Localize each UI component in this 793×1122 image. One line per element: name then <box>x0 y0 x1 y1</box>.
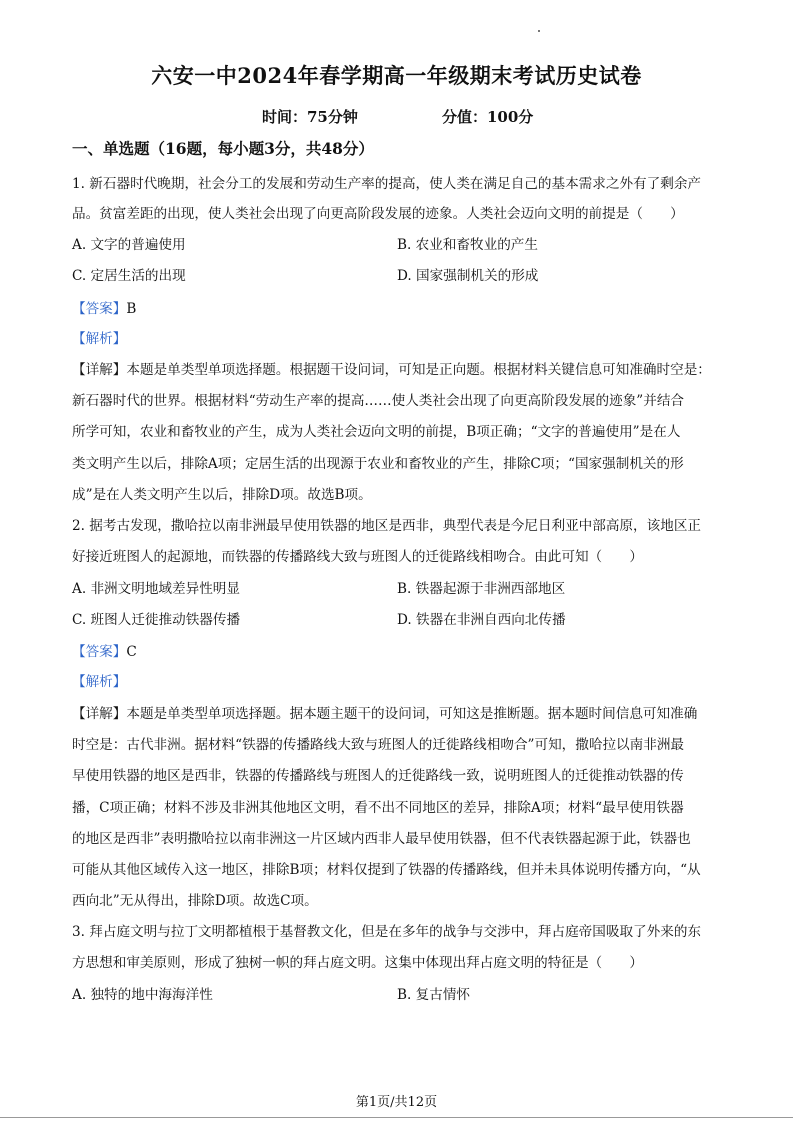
q2-detail-line-2: 时空是：古代非洲。据材料“铁器的传播路线大致与班图人的迁徙路线相吻合”可知，撒哈拉以南非洲最 <box>72 737 685 753</box>
q2-option-a: A. 非洲文明地域差异性明显 <box>72 581 240 597</box>
scan-speck <box>538 30 540 32</box>
answer-value: C <box>126 644 137 660</box>
q2-answer <box>72 640 137 660</box>
bottom-rule <box>0 1117 793 1118</box>
q1-analysis-tag: 【解析】 <box>72 331 127 347</box>
exam-time: 时间：75分钟 <box>262 108 358 126</box>
answer-value: B <box>126 301 137 317</box>
detail-text: 本题是单类型单项选择题。据本题主题干的设问词，可知这是推断题。据本题时间信息可知准确 <box>126 706 698 722</box>
q1-option-c: C. 定居生活的出现 <box>72 268 186 284</box>
q1-detail-line-3: 所学可知，农业和畜牧业的产生，成为人类社会迈向文明的前提，B项正确；“文字的普遍使用”是在人 <box>72 424 681 440</box>
q1-option-a: A. 文字的普遍使用 <box>72 237 186 253</box>
answer-tag: 【答案】 <box>72 644 127 660</box>
q2-option-d: D. 铁器在非洲自西向北传播 <box>397 612 566 628</box>
q2-detail-line-6: 可能从其他区域传入这一地区，排除B项；材料仅提到了铁器的传播路线，但并未具体说明传播方向，“从 <box>72 862 701 878</box>
exam-score: 分值：100分 <box>442 108 534 126</box>
page-footer: 第1页/共12页 <box>355 1095 438 1110</box>
q2-detail-line-7: 西向北”无从得出，排除D项。故选C项。 <box>72 893 318 909</box>
q2-analysis-tag: 【解析】 <box>72 674 127 690</box>
q1-option-d: D. 国家强制机关的形成 <box>397 268 539 284</box>
q2-option-b: B. 铁器起源于非洲西部地区 <box>397 581 566 597</box>
q1-detail-line-4: 类文明产生以后，排除A项；定居生活的出现源于农业和畜牧业的产生，排除C项；“国家强制机关的形 <box>72 456 684 472</box>
q2-detail-line-1 <box>72 702 697 722</box>
q1-detail-line-1 <box>72 358 711 378</box>
q2-detail-line-4: 播，C项正确；材料不涉及非洲其他地区文明，看不出不同地区的差异，排除A项；材料“最早使用铁器 <box>72 800 684 816</box>
q2-detail-line-3: 早使用铁器的地区是西非，铁器的传播路线与班图人的迁徙路线一致，说明班图人的迁徙推动铁器的传 <box>72 768 684 784</box>
q1-answer <box>72 297 136 317</box>
q2-stem-line-2: 好接近班图人的起源地，而铁器的传播路线大致与班图人的迁徙路线相吻合。由此可知（ ） <box>72 549 643 565</box>
q2-detail-line-5: 的地区是西非”表明撒哈拉以南非洲这一片区域内西非人最早使用铁器，但不代表铁器起源于此，铁器也 <box>72 831 691 847</box>
detail-tag: 【详解】 <box>72 706 127 722</box>
detail-tag: 【详解】 <box>72 362 127 378</box>
q1-detail-line-5: 成”是在人类文明产生以后，排除D项。故选B项。 <box>72 487 372 503</box>
q1-option-b: B. 农业和畜牧业的产生 <box>397 237 538 253</box>
exam-title: 六安一中2024年春学期高一年级期末考试历史试卷 <box>151 63 642 88</box>
q2-stem-line-1: 2. 据考古发现，撒哈拉以南非洲最早使用铁器的地区是西非，典型代表是今尼日利亚中部高原，该地区正 <box>72 518 702 534</box>
q3-option-a: A. 独特的地中海海洋性 <box>72 987 213 1003</box>
detail-text: 本题是单类型单项选择题。根据题干设问词，可知是正向题。根据材料关键信息可知准确时空是： <box>126 362 711 378</box>
q1-detail-line-2: 新石器时代的世界。根据材料“劳动生产率的提高……使人类社会出现了向更高阶段发展的迹象”并结合 <box>72 393 685 409</box>
section-heading: 一、单选题（16题，每小题3分，共48分） <box>72 139 374 158</box>
q1-stem-line-1: 1. 新石器时代晚期，社会分工的发展和劳动生产率的提高，使人类在满足自己的基本需求之外有了剩余产 <box>72 176 702 192</box>
answer-tag: 【答案】 <box>72 301 127 317</box>
q3-stem-line-1: 3. 拜占庭文明与拉丁文明都植根于基督教文化，但是在多年的战争与交涉中，拜占庭帝国吸取了外来的东 <box>72 924 702 940</box>
q3-stem-line-2: 方思想和审美原则，形成了独树一帜的拜占庭文明。这集中体现出拜占庭文明的特征是（ ） <box>72 955 643 971</box>
q1-stem-line-2: 品。贫富差距的出现，使人类社会出现了向更高阶段发展的迹象。人类社会迈向文明的前提是（ ） <box>72 206 684 222</box>
q2-option-c: C. 班图人迁徙推动铁器传播 <box>72 612 241 628</box>
q3-option-b: B. 复古情怀 <box>397 987 471 1003</box>
